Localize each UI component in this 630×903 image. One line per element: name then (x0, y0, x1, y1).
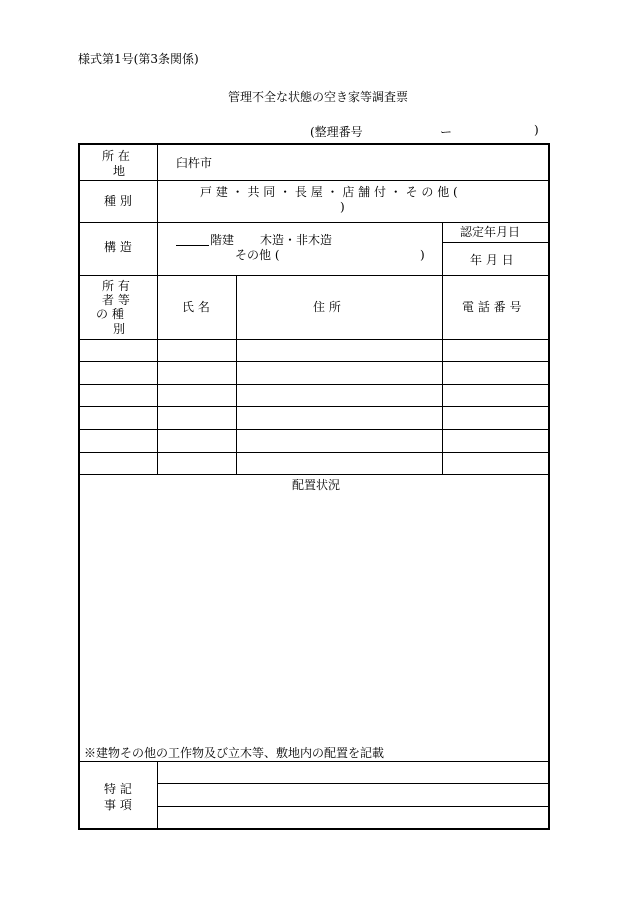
floors-blank-line (176, 245, 209, 246)
type-options-close: ) (340, 200, 345, 214)
structure-floors: 階建 (210, 233, 235, 247)
owner-row-divider (80, 361, 548, 362)
survey-form-table (78, 143, 550, 830)
structure-other: その他 ( (235, 248, 280, 262)
reference-number-label: (整理番号 (310, 125, 363, 139)
row-divider (80, 474, 548, 475)
row-divider (80, 339, 548, 340)
owner-type-label-3: の 種 (96, 307, 124, 321)
remarks-line (157, 806, 548, 807)
label-column-divider (157, 761, 158, 828)
location-label-2: 地 (113, 164, 126, 178)
owner-address-header: 住 所 (313, 300, 341, 314)
row-divider (80, 180, 548, 181)
owner-type-label-4: 別 (113, 322, 126, 336)
structure-material: 木造・非木造 (260, 233, 333, 247)
layout-note: ※建物その他の工作物及び立木等、敷地内の配置を記載 (84, 746, 385, 760)
layout-title: 配置状況 (292, 478, 341, 492)
reference-number-dash: ー (440, 125, 453, 139)
owner-row-divider (80, 406, 548, 407)
owner-phone-header: 電 話 番 号 (462, 300, 522, 314)
type-label: 種 別 (104, 194, 132, 208)
location-label: 所 在 (102, 149, 130, 163)
owner-type-label-1: 所 有 (102, 279, 130, 293)
owner-type-label-2: 者 等 (102, 293, 130, 307)
cert-divider (442, 242, 548, 243)
location-value: 臼杵市 (176, 156, 213, 170)
owner-name-header: 氏 名 (182, 300, 210, 314)
row-divider (80, 275, 548, 276)
structure-label: 構 造 (104, 240, 132, 254)
owner-row-divider (80, 429, 548, 430)
remarks-label-2: 事 項 (104, 798, 132, 812)
name-column-divider (236, 275, 237, 474)
owner-row-divider (80, 384, 548, 385)
certification-date-label: 認定年月日 (460, 225, 521, 239)
remarks-line (157, 783, 548, 784)
type-options: 戸 建 ・ 共 同 ・ 長 屋 ・ 店 舗 付 ・ そ の 他 ( (200, 185, 458, 199)
label-column-divider (157, 145, 158, 474)
row-divider (80, 761, 548, 762)
remarks-label-1: 特 記 (104, 782, 132, 796)
phone-column-divider (442, 222, 443, 474)
reference-number-close: ) (534, 123, 539, 137)
structure-other-close: ) (420, 248, 425, 262)
owner-row-divider (80, 452, 548, 453)
form-number-label: 様式第1号(第3条関係) (78, 52, 199, 66)
row-divider (80, 222, 548, 223)
page-title: 管理不全な状態の空き家等調査票 (228, 90, 409, 104)
certification-date-value: 年 月 日 (470, 253, 514, 267)
